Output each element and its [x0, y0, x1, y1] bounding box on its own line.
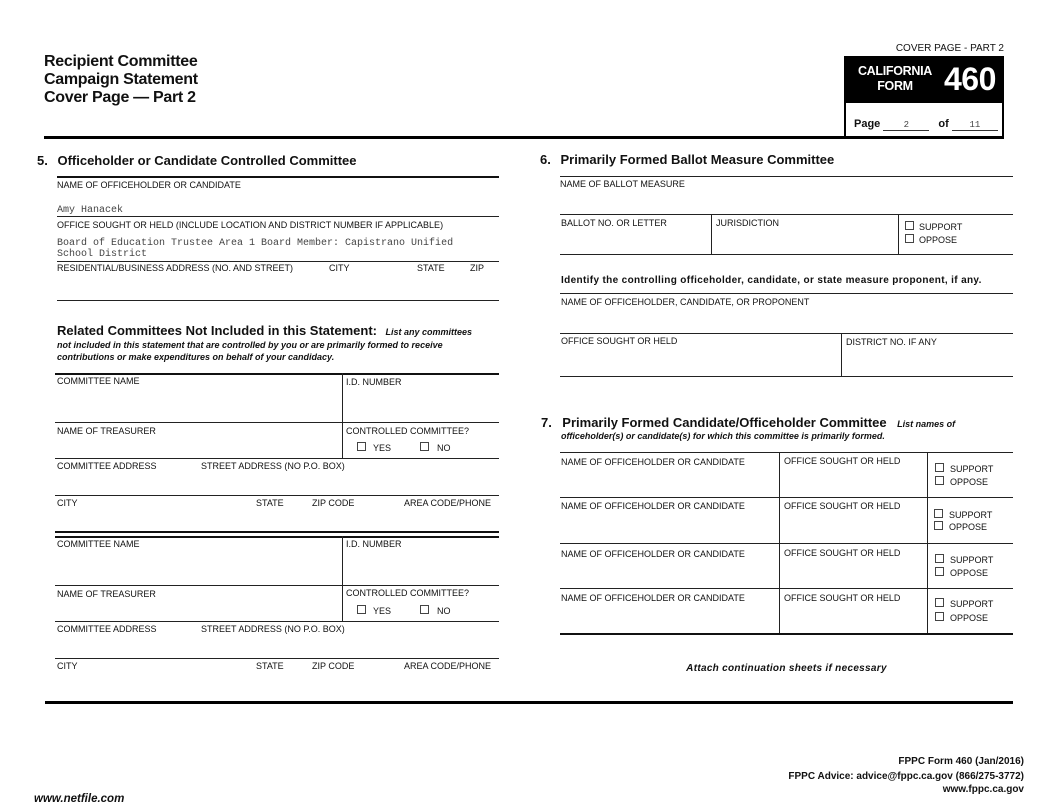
section-6-title: Primarily Formed Ballot Measure Committee [560, 152, 835, 167]
support-checkbox[interactable] [935, 554, 944, 563]
form-word: FORM [877, 79, 913, 93]
id-number-label: I.D. NUMBER [346, 539, 402, 549]
id-number-field[interactable] [346, 551, 496, 584]
office-sought-field[interactable] [784, 560, 924, 586]
committee-address-label: COMMITTEE ADDRESS [57, 461, 157, 471]
section-5-number: 5. [37, 153, 48, 168]
state-label: STATE [417, 263, 445, 273]
support-checkbox[interactable] [935, 598, 944, 607]
office-sought-field[interactable] [784, 513, 924, 540]
office-sought-line-2: School District [57, 249, 148, 260]
treasurer-field[interactable] [57, 600, 341, 620]
officeholder-name-label: NAME OF OFFICEHOLDER OR CANDIDATE [57, 180, 241, 190]
divider [55, 585, 499, 586]
jurisdiction-label: JURISDICTION [716, 218, 779, 228]
identify-instruction: Identify the controlling officeholder, candidate, or state measure proponent, if any. [561, 275, 982, 286]
office-sought-label: OFFICE SOUGHT OR HELD [784, 456, 901, 466]
form-id-box [844, 56, 1004, 138]
office-sought-label: OFFICE SOUGHT OR HELD (INCLUDE LOCATION AND DISTRICT NUMBER IF APPLICABLE) [57, 220, 444, 230]
divider [55, 495, 499, 496]
office-sought-label: OFFICE SOUGHT OR HELD [784, 501, 901, 511]
fppc-advice: FPPC Advice: advice@fppc.ca.gov (866/275-3772) [788, 771, 1024, 782]
district-label: DISTRICT NO. IF ANY [846, 337, 937, 347]
divider [560, 214, 1013, 215]
section-7-heading [541, 414, 955, 432]
divider [560, 176, 1013, 177]
city-state-zip-field[interactable] [57, 672, 499, 692]
cover-page-label: COVER PAGE - PART 2 [895, 43, 1004, 54]
divider [560, 588, 1013, 589]
ballot-no-field[interactable] [561, 230, 710, 252]
oppose-label: OPPOSE [949, 522, 988, 532]
continuation-note: Attach continuation sheets if necessary [686, 663, 887, 674]
controlled-committee-label: CONTROLLED COMMITTEE? [346, 588, 470, 598]
divider [560, 633, 1013, 635]
no-label: NO [437, 606, 451, 616]
section-7-number: 7. [541, 415, 552, 430]
street-address-label: STREET ADDRESS (NO P.O. BOX) [201, 624, 345, 634]
section-7-title: Primarily Formed Candidate/Officeholder Committee [562, 415, 887, 430]
city-label: CITY [57, 498, 78, 508]
support-label: SUPPORT [949, 510, 993, 520]
title-line-1: Recipient Committee [44, 53, 198, 70]
phone-label: AREA CODE/PHONE [404, 661, 492, 671]
city-state-zip-field[interactable] [57, 509, 499, 529]
support-label: SUPPORT [950, 599, 994, 609]
proponent-field[interactable] [561, 309, 1011, 331]
divider [55, 422, 499, 423]
zip-code-label: ZIP CODE [312, 498, 355, 508]
support-label: SUPPORT [919, 222, 963, 232]
page-current[interactable]: 2 [883, 120, 929, 131]
office-sought-label: OFFICE SOUGHT OR HELD [784, 548, 901, 558]
yes-label: YES [373, 443, 392, 453]
oppose-checkbox[interactable] [934, 521, 943, 530]
divider [560, 452, 1013, 453]
page-label: Page [854, 118, 881, 130]
candidate-name-field[interactable] [561, 469, 776, 495]
city-label: CITY [329, 263, 350, 273]
section-5-heading [37, 153, 357, 168]
form-state: CALIFORNIA [857, 64, 933, 78]
office-sought-field[interactable] [561, 348, 839, 374]
candidate-name-field[interactable] [561, 561, 776, 586]
zip-code-label: ZIP CODE [312, 661, 355, 671]
oppose-checkbox[interactable] [935, 612, 944, 621]
ballot-no-label: BALLOT NO. OR LETTER [561, 218, 667, 228]
related-committees-heading [57, 322, 472, 340]
title-line-3: Cover Page — Part 2 [44, 89, 196, 106]
divider [560, 543, 1013, 544]
office-sought-label: OFFICE SOUGHT OR HELD [561, 336, 678, 346]
divider [55, 536, 499, 538]
treasurer-label: NAME OF TREASURER [57, 589, 156, 599]
page-indicator [854, 118, 998, 131]
yes-checkbox[interactable] [357, 605, 366, 614]
controlled-committee-label: CONTROLLED COMMITTEE? [346, 426, 470, 436]
office-sought-field[interactable] [784, 468, 924, 495]
netfile-link[interactable]: www.netfile.com [34, 793, 125, 805]
oppose-label: OPPOSE [919, 235, 958, 245]
support-checkbox[interactable] [905, 221, 914, 230]
candidate-name-field[interactable] [561, 605, 776, 631]
divider [57, 216, 499, 217]
oppose-label: OPPOSE [950, 613, 989, 623]
id-number-label: I.D. NUMBER [346, 377, 402, 387]
address-field[interactable] [57, 273, 499, 299]
committee-address-label: COMMITTEE ADDRESS [57, 624, 157, 634]
divider [55, 658, 499, 659]
candidate-name-label: NAME OF OFFICEHOLDER OR CANDIDATE [561, 457, 745, 467]
candidate-name-label: NAME OF OFFICEHOLDER OR CANDIDATE [561, 593, 745, 603]
committee-address-field[interactable] [57, 472, 499, 494]
divider [560, 333, 1013, 334]
divider [55, 621, 499, 622]
candidate-name-label: NAME OF OFFICEHOLDER OR CANDIDATE [561, 501, 745, 511]
divider [560, 376, 1013, 377]
fppc-website-link[interactable]: www.fppc.ca.gov [942, 784, 1024, 795]
title-line-2: Campaign Statement [44, 71, 198, 88]
divider [711, 214, 712, 254]
divider [560, 293, 1013, 294]
treasurer-label: NAME OF TREASURER [57, 426, 156, 436]
id-number-field[interactable] [346, 389, 496, 421]
jurisdiction-field[interactable] [716, 230, 896, 252]
footer-divider [45, 701, 1013, 704]
committee-name-field[interactable] [57, 551, 341, 584]
divider [342, 373, 343, 458]
oppose-label: OPPOSE [950, 568, 989, 578]
office-sought-field[interactable] [57, 238, 453, 260]
no-checkbox[interactable] [420, 442, 429, 451]
form-id-banner [846, 58, 1002, 103]
divider [57, 261, 499, 262]
divider [57, 300, 499, 301]
no-checkbox[interactable] [420, 605, 429, 614]
address-label: RESIDENTIAL/BUSINESS ADDRESS (NO. AND STREET) [57, 263, 294, 273]
divider [560, 254, 1013, 255]
state-label: STATE [256, 661, 284, 671]
state-label: STATE [256, 498, 284, 508]
section-6-number: 6. [540, 152, 551, 167]
section-7-instr-1: List names of [897, 419, 956, 429]
proponent-label: NAME OF OFFICEHOLDER, CANDIDATE, OR PROPONENT [561, 297, 810, 307]
related-instr-2: not included in this statement that are controlled by you or are primarily formed to receive [57, 340, 443, 350]
divider [55, 531, 499, 533]
support-checkbox[interactable] [934, 509, 943, 518]
related-instr-1: List any committees [385, 327, 472, 337]
oppose-label: OPPOSE [950, 477, 989, 487]
of-label: of [938, 118, 949, 130]
header-divider [44, 136, 1004, 139]
office-sought-line-1: Board of Education Trustee Area 1 Board Member: Capistrano Unified [57, 238, 454, 249]
committee-name-field[interactable] [57, 388, 341, 421]
related-title: Related Committees Not Included in this Statement: [57, 323, 377, 338]
form-revision: FPPC Form 460 (Jan/2016) [898, 756, 1024, 767]
no-label: NO [437, 443, 451, 453]
divider [841, 333, 842, 376]
committee-address-field[interactable] [57, 635, 499, 657]
yes-checkbox[interactable] [357, 442, 366, 451]
support-label: SUPPORT [950, 555, 994, 565]
ballot-measure-label: NAME OF BALLOT MEASURE [560, 179, 685, 189]
form-title [44, 53, 198, 107]
ballot-measure-field[interactable] [560, 191, 1013, 213]
divider [57, 176, 499, 178]
candidate-name-field[interactable] [561, 513, 776, 540]
oppose-checkbox[interactable] [935, 567, 944, 576]
committee-name-label: COMMITTEE NAME [57, 539, 140, 549]
section-7-instr-2: officeholder(s) or candidate(s) for which this committee is primarily formed. [561, 431, 885, 441]
candidate-name-label: NAME OF OFFICEHOLDER OR CANDIDATE [561, 549, 745, 559]
officeholder-name-field[interactable]: Amy Hanacek [57, 205, 124, 216]
office-sought-field[interactable] [784, 605, 924, 631]
form-number: 460 [944, 61, 996, 97]
phone-label: AREA CODE/PHONE [404, 498, 492, 508]
office-sought-label: OFFICE SOUGHT OR HELD [784, 593, 901, 603]
city-label: CITY [57, 661, 78, 671]
district-field[interactable] [846, 349, 1011, 374]
related-instr-3: contributions or make expenditures on behalf of your candidacy. [57, 352, 335, 362]
divider [342, 536, 343, 621]
oppose-checkbox[interactable] [935, 476, 944, 485]
yes-label: YES [373, 606, 392, 616]
support-label: SUPPORT [950, 464, 994, 474]
divider [55, 373, 499, 375]
divider [898, 214, 899, 254]
divider [560, 497, 1013, 498]
treasurer-field[interactable] [57, 438, 341, 458]
zip-label: ZIP [470, 263, 485, 273]
divider [55, 458, 499, 459]
oppose-checkbox[interactable] [905, 234, 914, 243]
section-6-heading [540, 152, 834, 167]
section-5-title: Officeholder or Candidate Controlled Committee [57, 153, 357, 168]
committee-name-label: COMMITTEE NAME [57, 376, 140, 386]
street-address-label: STREET ADDRESS (NO P.O. BOX) [201, 461, 345, 471]
page-total[interactable]: 11 [952, 120, 998, 131]
support-checkbox[interactable] [935, 463, 944, 472]
